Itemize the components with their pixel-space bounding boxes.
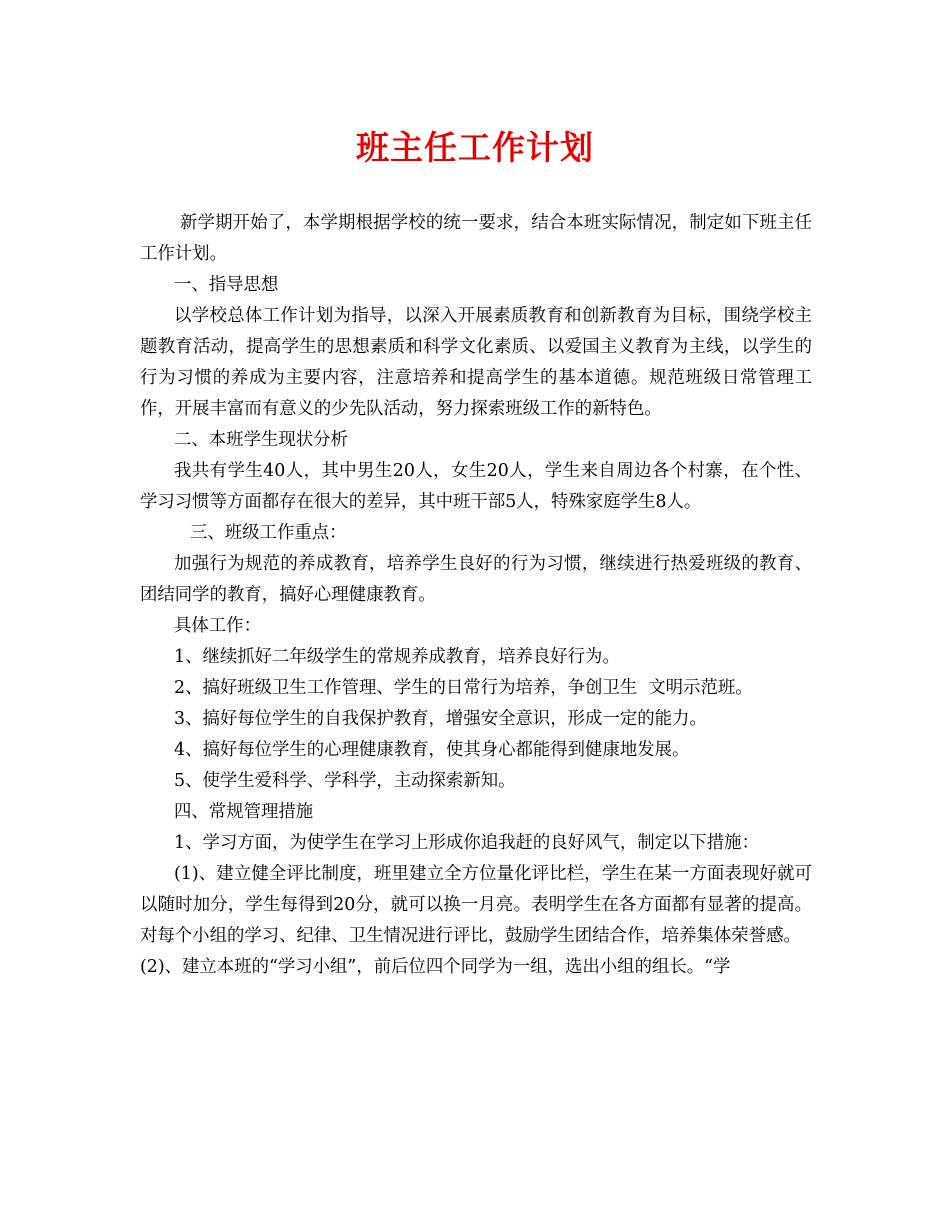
section-heading-guiding-thought: 一、指导思想 (174, 275, 279, 295)
management-item-1: 1、学习方面，为使学生在学习上形成你追我赶的良好风气，制定以下措施： (174, 833, 759, 853)
guiding-thought-paragraph: 以学校总体工作计划为指导，以深入开展素质教育和创新教育为目标，围绕学校主题教育活动，提高学生的思想素质和科学文化素质、以爱国主义教育为主线，以学生的行为习惯的养成为主要内容，注意培养和提高学生的基本道德。规范班级日常管理工作，开展丰富而有意义的少先队活动，努力探索班级工作的新特色。 (140, 306, 812, 419)
work-item-4: 4、搞好每位学生的心理健康教育，使其身心都能得到健康地发展。 (174, 740, 690, 760)
section-heading-management: 四、常规管理措施 (174, 802, 314, 822)
management-subitem-2: (2)、建立本班的“学习小组”，前后位四个同学为一组，选出小组的组长。“学 (140, 957, 731, 977)
class-status-paragraph: 我共有学生40人，其中男生20人，女生20人，学生来自周边各个村寨，在个性、学习习惯等方面都存在很大的差异，其中班干部5人，特殊家庭学生8人。 (140, 461, 812, 512)
work-item-1: 1、继续抓好二年级学生的常规养成教育，培养良好行为。 (174, 647, 620, 667)
section-heading-work-focus: 三、班级工作重点： (190, 523, 347, 543)
specific-work-heading: 具体工作： (174, 616, 261, 636)
section-heading-class-status: 二、本班学生现状分析 (174, 430, 348, 450)
document-body (140, 208, 812, 983)
management-subitem-1: (1)、建立健全评比制度，班里建立全方位量化评比栏，学生在某一方面表现好就可以随时加分，学生每得到20分，就可以换一月亮。表明学生在各方面都有显著的提高。对每个小组的学习、纪律、卫生情况进行评比，鼓励学生团结合作，培养集体荣誉感。 (140, 864, 812, 946)
work-item-2: 2、搞好班级卫生工作管理、学生的日常行为培养，争创卫生 文明示范班。 (174, 678, 753, 698)
document-title: 班主任工作计划 (356, 128, 594, 167)
work-item-3: 3、搞好每位学生的自我保护教育，增强安全意识，形成一定的能力。 (174, 709, 707, 729)
work-item-5: 5、使学生爱科学、学科学，主动探索新知。 (174, 771, 516, 791)
work-focus-paragraph: 加强行为规范的养成教育，培养学生良好的行为习惯，继续进行热爱班级的教育、团结同学的教育，搞好心理健康教育。 (140, 554, 812, 605)
intro-paragraph: 新学期开始了，本学期根据学校的统一要求，结合本班实际情况，制定如下班主任工作计划。 (140, 213, 812, 264)
